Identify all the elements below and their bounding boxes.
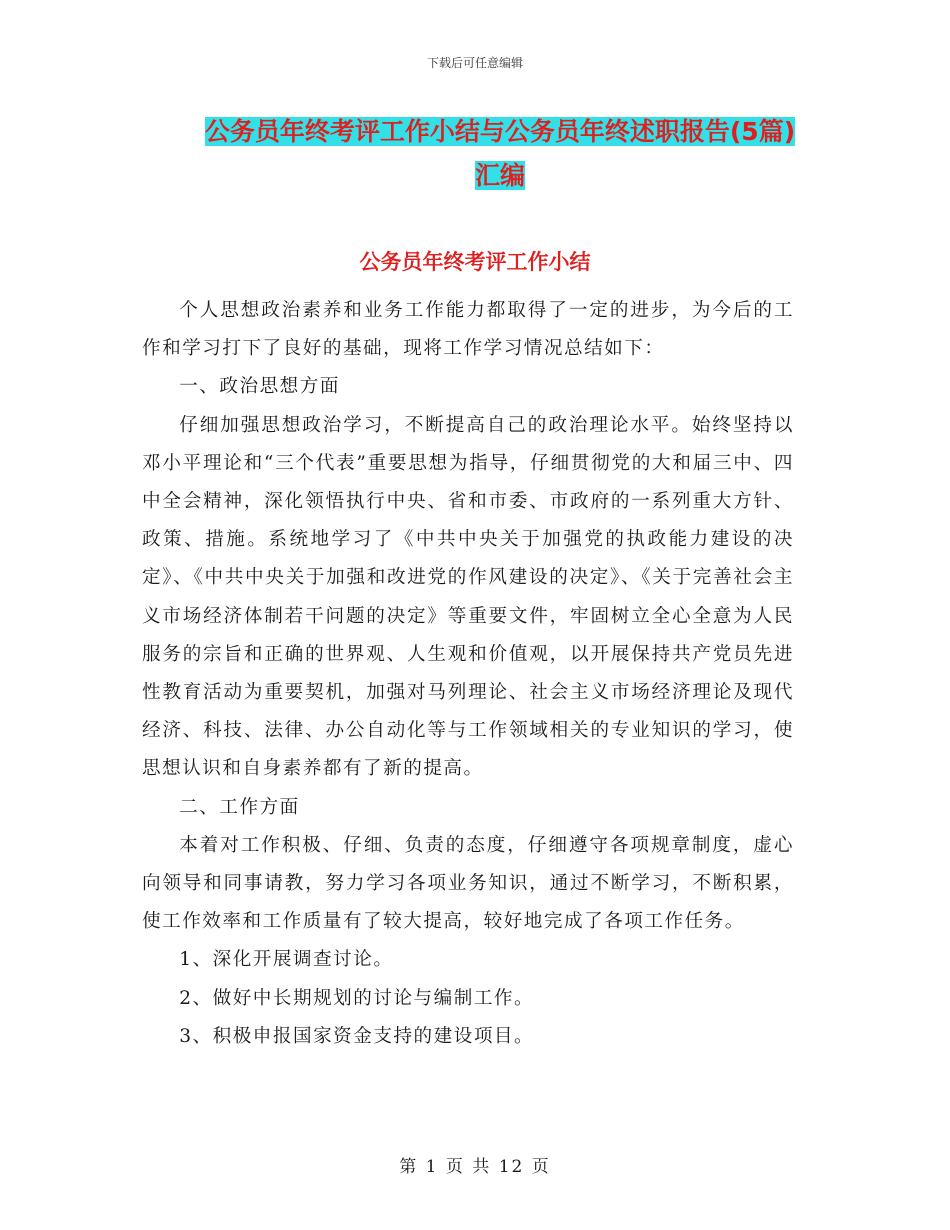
- page-number: 第 1 页 共 12 页: [399, 1157, 551, 1177]
- document-body: [142, 292, 794, 1056]
- paragraph: 一、政治思想方面: [179, 376, 340, 398]
- document-title-text: 公务员年终考评工作小结与公务员年终述职报告(5篇)汇编: [204, 117, 796, 190]
- paragraph: 本着对工作积极、仔细、负责的态度，仔细遵守各项规章制度，虚心向领导和同事请教，努力学习各项业务知识，通过不断学习，不断积累，使工作效率和工作质量有了较大提高，较好地完成了各项工作任务。: [142, 834, 794, 933]
- paragraph: 个人思想政治素养和业务工作能力都取得了一定的进步，为今后的工作和学习打下了良好的基础，现将工作学习情况总结如下：: [142, 300, 794, 360]
- paragraph: 二、工作方面: [179, 796, 300, 818]
- document-title: [200, 110, 800, 198]
- header-note: 下载后可任意编辑: [426, 56, 523, 70]
- section-title: 公务员年终考评工作小结: [359, 250, 591, 274]
- paragraph: 2、做好中长期规划的讨论与编制工作。: [179, 987, 535, 1009]
- paragraph: 1、深化开展调查讨论。: [179, 949, 394, 971]
- paragraph: 3、积极申报国家资金支持的建设项目。: [179, 1025, 535, 1047]
- paragraph: 仔细加强思想政治学习，不断提高自己的政治理论水平。始终坚持以邓小平理论和“三个代表”重要思想为指导，仔细贯彻党的大和届三中、四中全会精神，深化领悟执行中央、省和市委、市政府的一系列重大方针、政策、措施。系统地学习了《中共中央关于加强党的执政能力建设的决定》、《中共中央关于加强和改进党的作风建设的决定》、《关于完善社会主义市场经济体制若干问题的决定》等重要文件，牢固树立全心全意为人民服务的宗旨和正确的世界观、人生观和价值观，以开展保持共产党员先进性教育活动为重要契机，加强对马列理论、社会主义市场经济理论及现代经济、科技、法律、办公自动化等与工作领域相关的专业知识的学习，使思想认识和自身素养都有了新的提高。: [142, 414, 794, 780]
